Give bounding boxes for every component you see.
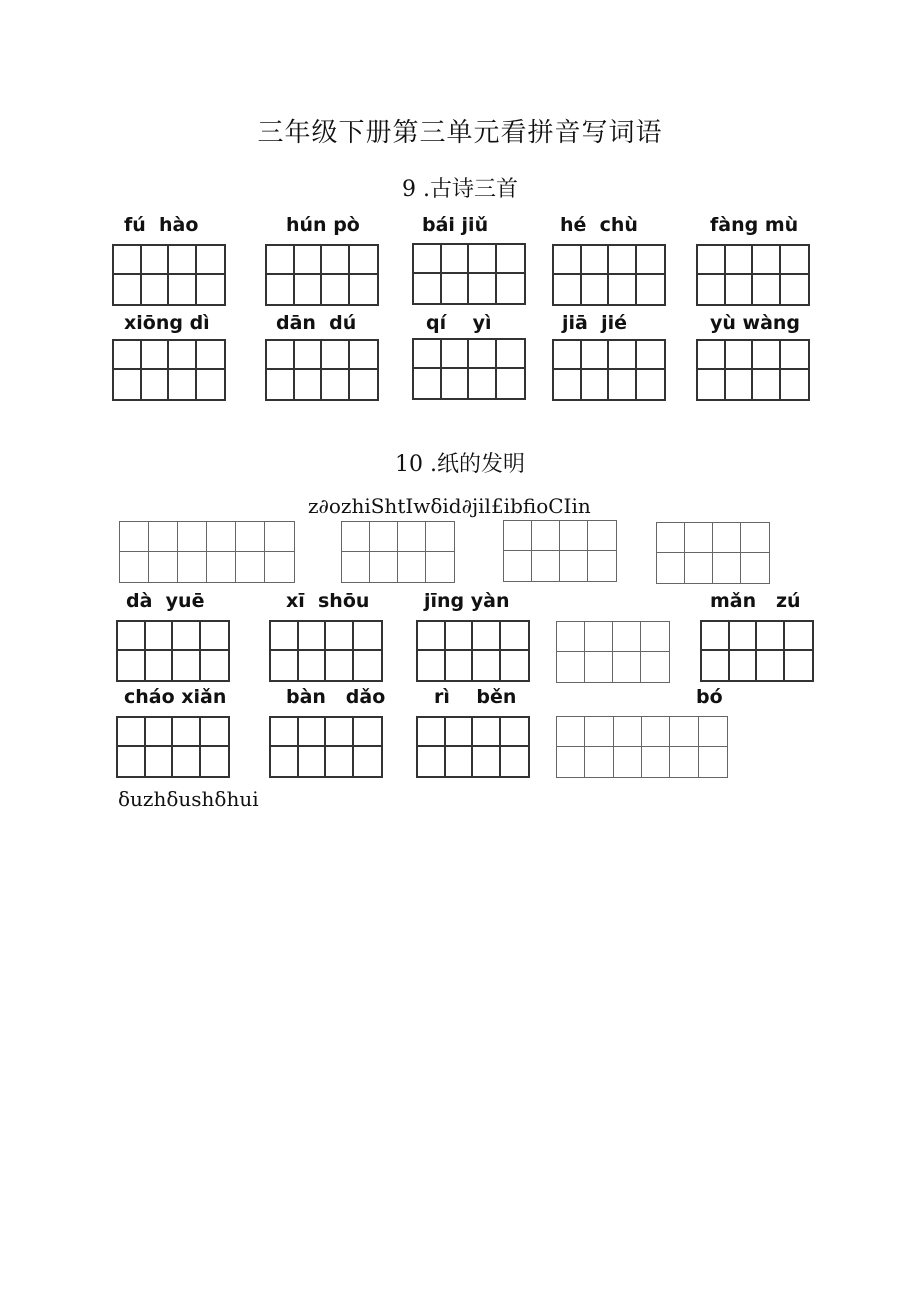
grid-cell[interactable] bbox=[173, 718, 201, 747]
grid-cell[interactable] bbox=[757, 622, 785, 651]
grid-cell[interactable] bbox=[657, 553, 685, 583]
grid-cell[interactable] bbox=[557, 747, 585, 777]
pinyin-label: dān dú bbox=[276, 312, 357, 334]
grid-cell[interactable] bbox=[702, 651, 730, 680]
garbled-pinyin-bottom: δuzhδushδhui bbox=[118, 787, 259, 811]
grid-cell[interactable] bbox=[753, 341, 781, 370]
grid-cell[interactable] bbox=[299, 622, 327, 651]
grid-cell[interactable] bbox=[173, 651, 201, 680]
grid-cell[interactable] bbox=[637, 275, 665, 304]
grid-cell[interactable] bbox=[169, 341, 197, 370]
grid-cell[interactable] bbox=[350, 370, 378, 399]
grid-cell[interactable] bbox=[730, 651, 758, 680]
grid-cell[interactable] bbox=[295, 246, 323, 275]
grid-cell[interactable] bbox=[342, 522, 370, 552]
writing-grid[interactable] bbox=[112, 339, 226, 401]
grid-cell[interactable] bbox=[726, 275, 754, 304]
grid-cell[interactable] bbox=[146, 622, 174, 651]
grid-cell[interactable] bbox=[560, 551, 588, 581]
pinyin-label: dà yuē bbox=[126, 590, 205, 612]
pinyin-label: fàng mù bbox=[710, 214, 799, 236]
grid-cell[interactable] bbox=[267, 341, 295, 370]
grid-cell[interactable] bbox=[473, 718, 501, 747]
grid-cell[interactable] bbox=[781, 370, 809, 399]
grid-cell[interactable] bbox=[532, 521, 560, 551]
writing-grid[interactable] bbox=[552, 244, 666, 306]
grid-cell[interactable] bbox=[670, 747, 698, 777]
grid-cell[interactable] bbox=[501, 718, 529, 747]
grid-cell[interactable] bbox=[418, 622, 446, 651]
grid-cell[interactable] bbox=[637, 370, 665, 399]
grid-cell[interactable] bbox=[149, 522, 178, 552]
grid-cell[interactable] bbox=[322, 370, 350, 399]
writing-grid[interactable] bbox=[112, 244, 226, 306]
grid-cell[interactable] bbox=[642, 747, 670, 777]
grid-cell[interactable] bbox=[326, 651, 354, 680]
grid-cell[interactable] bbox=[557, 717, 585, 747]
grid-cell[interactable] bbox=[414, 245, 442, 274]
grid-cell[interactable] bbox=[702, 622, 730, 651]
grid-cell[interactable] bbox=[446, 651, 474, 680]
grid-cell[interactable] bbox=[114, 341, 142, 370]
grid-cell[interactable] bbox=[414, 274, 442, 303]
grid-cell[interactable] bbox=[585, 652, 613, 682]
grid-cell[interactable] bbox=[585, 717, 613, 747]
grid-cell[interactable] bbox=[295, 341, 323, 370]
grid-cell[interactable] bbox=[207, 522, 236, 552]
grid-cell[interactable] bbox=[726, 341, 754, 370]
pinyin-label: yù wàng bbox=[710, 312, 801, 334]
grid-cell[interactable] bbox=[713, 553, 741, 583]
grid-cell[interactable] bbox=[201, 651, 229, 680]
grid-cell[interactable] bbox=[642, 717, 670, 747]
grid-cell[interactable] bbox=[299, 651, 327, 680]
grid-cell[interactable] bbox=[532, 551, 560, 581]
grid-cell[interactable] bbox=[299, 747, 327, 776]
grid-cell[interactable] bbox=[741, 523, 769, 553]
grid-cell[interactable] bbox=[370, 522, 398, 552]
grid-cell[interactable] bbox=[114, 246, 142, 275]
pinyin-label: xī shōu bbox=[286, 590, 370, 612]
grid-cell[interactable] bbox=[442, 340, 470, 369]
grid-cell[interactable] bbox=[370, 552, 398, 582]
grid-cell[interactable] bbox=[637, 341, 665, 370]
grid-cell[interactable] bbox=[641, 622, 669, 652]
grid-cell[interactable] bbox=[554, 370, 582, 399]
grid-cell[interactable] bbox=[426, 522, 454, 552]
grid-cell[interactable] bbox=[236, 552, 265, 582]
grid-cell[interactable] bbox=[178, 552, 207, 582]
writing-grid[interactable] bbox=[119, 521, 295, 583]
grid-cell[interactable] bbox=[326, 622, 354, 651]
writing-grid[interactable] bbox=[552, 339, 666, 401]
writing-grid[interactable] bbox=[696, 339, 810, 401]
grid-cell[interactable] bbox=[173, 622, 201, 651]
grid-cell[interactable] bbox=[146, 651, 174, 680]
grid-cell[interactable] bbox=[267, 246, 295, 275]
grid-cell[interactable] bbox=[446, 718, 474, 747]
pinyin-label: xiōng dì bbox=[124, 312, 210, 334]
grid-cell[interactable] bbox=[698, 275, 726, 304]
grid-cell[interactable] bbox=[497, 369, 525, 398]
grid-cell[interactable] bbox=[442, 274, 470, 303]
grid-cell[interactable] bbox=[582, 370, 610, 399]
grid-cell[interactable] bbox=[726, 370, 754, 399]
grid-cell[interactable] bbox=[473, 747, 501, 776]
writing-grid[interactable] bbox=[556, 716, 728, 778]
pinyin-label: jiā jié bbox=[562, 312, 627, 334]
grid-cell[interactable] bbox=[560, 521, 588, 551]
grid-cell[interactable] bbox=[753, 370, 781, 399]
grid-cell[interactable] bbox=[169, 370, 197, 399]
grid-cell[interactable] bbox=[197, 341, 225, 370]
grid-cell[interactable] bbox=[142, 341, 170, 370]
grid-cell[interactable] bbox=[354, 718, 382, 747]
grid-cell[interactable] bbox=[173, 747, 201, 776]
grid-cell[interactable] bbox=[322, 246, 350, 275]
grid-cell[interactable] bbox=[350, 246, 378, 275]
grid-cell[interactable] bbox=[497, 340, 525, 369]
grid-cell[interactable] bbox=[473, 651, 501, 680]
writing-grid[interactable] bbox=[412, 243, 526, 305]
grid-cell[interactable] bbox=[414, 369, 442, 398]
grid-cell[interactable] bbox=[609, 370, 637, 399]
grid-cell[interactable] bbox=[699, 747, 727, 777]
grid-cell[interactable] bbox=[613, 652, 641, 682]
grid-cell[interactable] bbox=[753, 246, 781, 275]
garbled-pinyin-line: z∂ozhiShtIwδid∂jil£ibfioCIin bbox=[308, 494, 591, 518]
grid-cell[interactable] bbox=[609, 341, 637, 370]
grid-cell[interactable] bbox=[354, 622, 382, 651]
grid-cell[interactable] bbox=[178, 522, 207, 552]
grid-cell[interactable] bbox=[114, 370, 142, 399]
grid-cell[interactable] bbox=[442, 245, 470, 274]
grid-cell[interactable] bbox=[609, 246, 637, 275]
grid-cell[interactable] bbox=[501, 747, 529, 776]
grid-cell[interactable] bbox=[588, 521, 616, 551]
grid-cell[interactable] bbox=[299, 718, 327, 747]
grid-cell[interactable] bbox=[418, 747, 446, 776]
grid-cell[interactable] bbox=[469, 245, 497, 274]
section-heading-10: 10 .纸的发明 bbox=[395, 452, 525, 477]
grid-cell[interactable] bbox=[326, 718, 354, 747]
grid-cell[interactable] bbox=[142, 275, 170, 304]
grid-cell[interactable] bbox=[698, 341, 726, 370]
grid-cell[interactable] bbox=[670, 717, 698, 747]
grid-cell[interactable] bbox=[201, 718, 229, 747]
grid-cell[interactable] bbox=[469, 340, 497, 369]
grid-cell[interactable] bbox=[326, 747, 354, 776]
writing-grid[interactable] bbox=[503, 520, 617, 582]
grid-cell[interactable] bbox=[446, 747, 474, 776]
grid-cell[interactable] bbox=[614, 717, 642, 747]
page-title: 三年级下册第三单元看拼音写词语 bbox=[257, 118, 663, 148]
grid-cell[interactable] bbox=[497, 274, 525, 303]
grid-cell[interactable] bbox=[442, 369, 470, 398]
grid-cell[interactable] bbox=[504, 551, 532, 581]
grid-cell[interactable] bbox=[418, 718, 446, 747]
grid-cell[interactable] bbox=[414, 340, 442, 369]
grid-cell[interactable] bbox=[146, 747, 174, 776]
pinyin-label: fú hào bbox=[124, 214, 199, 236]
grid-cell[interactable] bbox=[149, 552, 178, 582]
grid-cell[interactable] bbox=[398, 552, 426, 582]
grid-cell[interactable] bbox=[169, 275, 197, 304]
grid-cell[interactable] bbox=[271, 622, 299, 651]
writing-grid[interactable] bbox=[700, 620, 814, 682]
grid-cell[interactable] bbox=[271, 718, 299, 747]
writing-grid[interactable] bbox=[265, 244, 379, 306]
writing-grid[interactable] bbox=[265, 339, 379, 401]
grid-cell[interactable] bbox=[473, 622, 501, 651]
grid-cell[interactable] bbox=[207, 552, 236, 582]
grid-cell[interactable] bbox=[342, 552, 370, 582]
grid-cell[interactable] bbox=[271, 651, 299, 680]
grid-cell[interactable] bbox=[685, 553, 713, 583]
grid-cell[interactable] bbox=[699, 717, 727, 747]
grid-cell[interactable] bbox=[118, 651, 146, 680]
grid-cell[interactable] bbox=[582, 246, 610, 275]
grid-cell[interactable] bbox=[265, 522, 294, 552]
grid-cell[interactable] bbox=[497, 245, 525, 274]
grid-cell[interactable] bbox=[426, 552, 454, 582]
writing-grid[interactable] bbox=[416, 620, 530, 682]
pinyin-label: hé chù bbox=[560, 214, 638, 236]
pinyin-label: jīng yàn bbox=[424, 590, 510, 612]
grid-cell[interactable] bbox=[350, 341, 378, 370]
grid-cell[interactable] bbox=[741, 553, 769, 583]
grid-cell[interactable] bbox=[271, 747, 299, 776]
grid-cell[interactable] bbox=[354, 747, 382, 776]
grid-cell[interactable] bbox=[418, 651, 446, 680]
grid-cell[interactable] bbox=[785, 651, 813, 680]
grid-cell[interactable] bbox=[582, 341, 610, 370]
writing-grid[interactable] bbox=[116, 716, 230, 778]
grid-cell[interactable] bbox=[554, 341, 582, 370]
grid-cell[interactable] bbox=[657, 523, 685, 553]
grid-cell[interactable] bbox=[781, 341, 809, 370]
grid-cell[interactable] bbox=[753, 275, 781, 304]
grid-cell[interactable] bbox=[730, 622, 758, 651]
grid-cell[interactable] bbox=[350, 275, 378, 304]
grid-cell[interactable] bbox=[197, 246, 225, 275]
pinyin-label: hún pò bbox=[286, 214, 360, 236]
grid-cell[interactable] bbox=[322, 275, 350, 304]
grid-cell[interactable] bbox=[554, 246, 582, 275]
grid-cell[interactable] bbox=[614, 747, 642, 777]
pinyin-label: bó bbox=[696, 686, 723, 708]
grid-cell[interactable] bbox=[267, 275, 295, 304]
grid-cell[interactable] bbox=[757, 651, 785, 680]
grid-cell[interactable] bbox=[698, 246, 726, 275]
grid-cell[interactable] bbox=[120, 552, 149, 582]
grid-cell[interactable] bbox=[120, 522, 149, 552]
grid-cell[interactable] bbox=[142, 370, 170, 399]
grid-cell[interactable] bbox=[557, 622, 585, 652]
grid-cell[interactable] bbox=[114, 275, 142, 304]
grid-cell[interactable] bbox=[197, 275, 225, 304]
writing-grid[interactable] bbox=[696, 244, 810, 306]
writing-grid[interactable] bbox=[416, 716, 530, 778]
pinyin-label: bái jiǔ bbox=[422, 214, 489, 236]
writing-grid[interactable] bbox=[341, 521, 455, 583]
grid-cell[interactable] bbox=[169, 246, 197, 275]
grid-cell[interactable] bbox=[557, 652, 585, 682]
pinyin-label: cháo xiǎn bbox=[124, 686, 227, 708]
writing-grid[interactable] bbox=[656, 522, 770, 584]
grid-cell[interactable] bbox=[504, 521, 532, 551]
grid-cell[interactable] bbox=[354, 651, 382, 680]
grid-cell[interactable] bbox=[469, 369, 497, 398]
writing-grid[interactable] bbox=[116, 620, 230, 682]
grid-cell[interactable] bbox=[142, 246, 170, 275]
grid-cell[interactable] bbox=[641, 652, 669, 682]
grid-cell[interactable] bbox=[613, 622, 641, 652]
grid-cell[interactable] bbox=[469, 274, 497, 303]
writing-grid[interactable] bbox=[269, 620, 383, 682]
grid-cell[interactable] bbox=[637, 246, 665, 275]
section-heading-9: 9 .古诗三首 bbox=[402, 177, 518, 202]
grid-cell[interactable] bbox=[201, 622, 229, 651]
writing-grid[interactable] bbox=[269, 716, 383, 778]
grid-cell[interactable] bbox=[118, 718, 146, 747]
pinyin-label: rì běn bbox=[434, 686, 517, 708]
grid-cell[interactable] bbox=[146, 718, 174, 747]
grid-cell[interactable] bbox=[698, 370, 726, 399]
grid-cell[interactable] bbox=[398, 522, 426, 552]
grid-cell[interactable] bbox=[322, 341, 350, 370]
grid-cell[interactable] bbox=[585, 622, 613, 652]
grid-cell[interactable] bbox=[118, 622, 146, 651]
grid-cell[interactable] bbox=[588, 551, 616, 581]
grid-cell[interactable] bbox=[236, 522, 265, 552]
grid-cell[interactable] bbox=[295, 370, 323, 399]
pinyin-label: bàn dǎo bbox=[286, 686, 386, 708]
grid-cell[interactable] bbox=[501, 651, 529, 680]
writing-grid[interactable] bbox=[412, 338, 526, 400]
grid-cell[interactable] bbox=[685, 523, 713, 553]
grid-cell[interactable] bbox=[118, 747, 146, 776]
grid-cell[interactable] bbox=[713, 523, 741, 553]
grid-cell[interactable] bbox=[295, 275, 323, 304]
grid-cell[interactable] bbox=[265, 552, 294, 582]
grid-cell[interactable] bbox=[781, 246, 809, 275]
pinyin-label: mǎn zú bbox=[710, 590, 801, 612]
grid-cell[interactable] bbox=[785, 622, 813, 651]
grid-cell[interactable] bbox=[582, 275, 610, 304]
grid-cell[interactable] bbox=[267, 370, 295, 399]
grid-cell[interactable] bbox=[554, 275, 582, 304]
grid-cell[interactable] bbox=[201, 747, 229, 776]
pinyin-label: qí yì bbox=[426, 312, 492, 334]
grid-cell[interactable] bbox=[501, 622, 529, 651]
grid-cell[interactable] bbox=[609, 275, 637, 304]
grid-cell[interactable] bbox=[781, 275, 809, 304]
writing-grid[interactable] bbox=[556, 621, 670, 683]
grid-cell[interactable] bbox=[585, 747, 613, 777]
grid-cell[interactable] bbox=[197, 370, 225, 399]
grid-cell[interactable] bbox=[446, 622, 474, 651]
grid-cell[interactable] bbox=[726, 246, 754, 275]
